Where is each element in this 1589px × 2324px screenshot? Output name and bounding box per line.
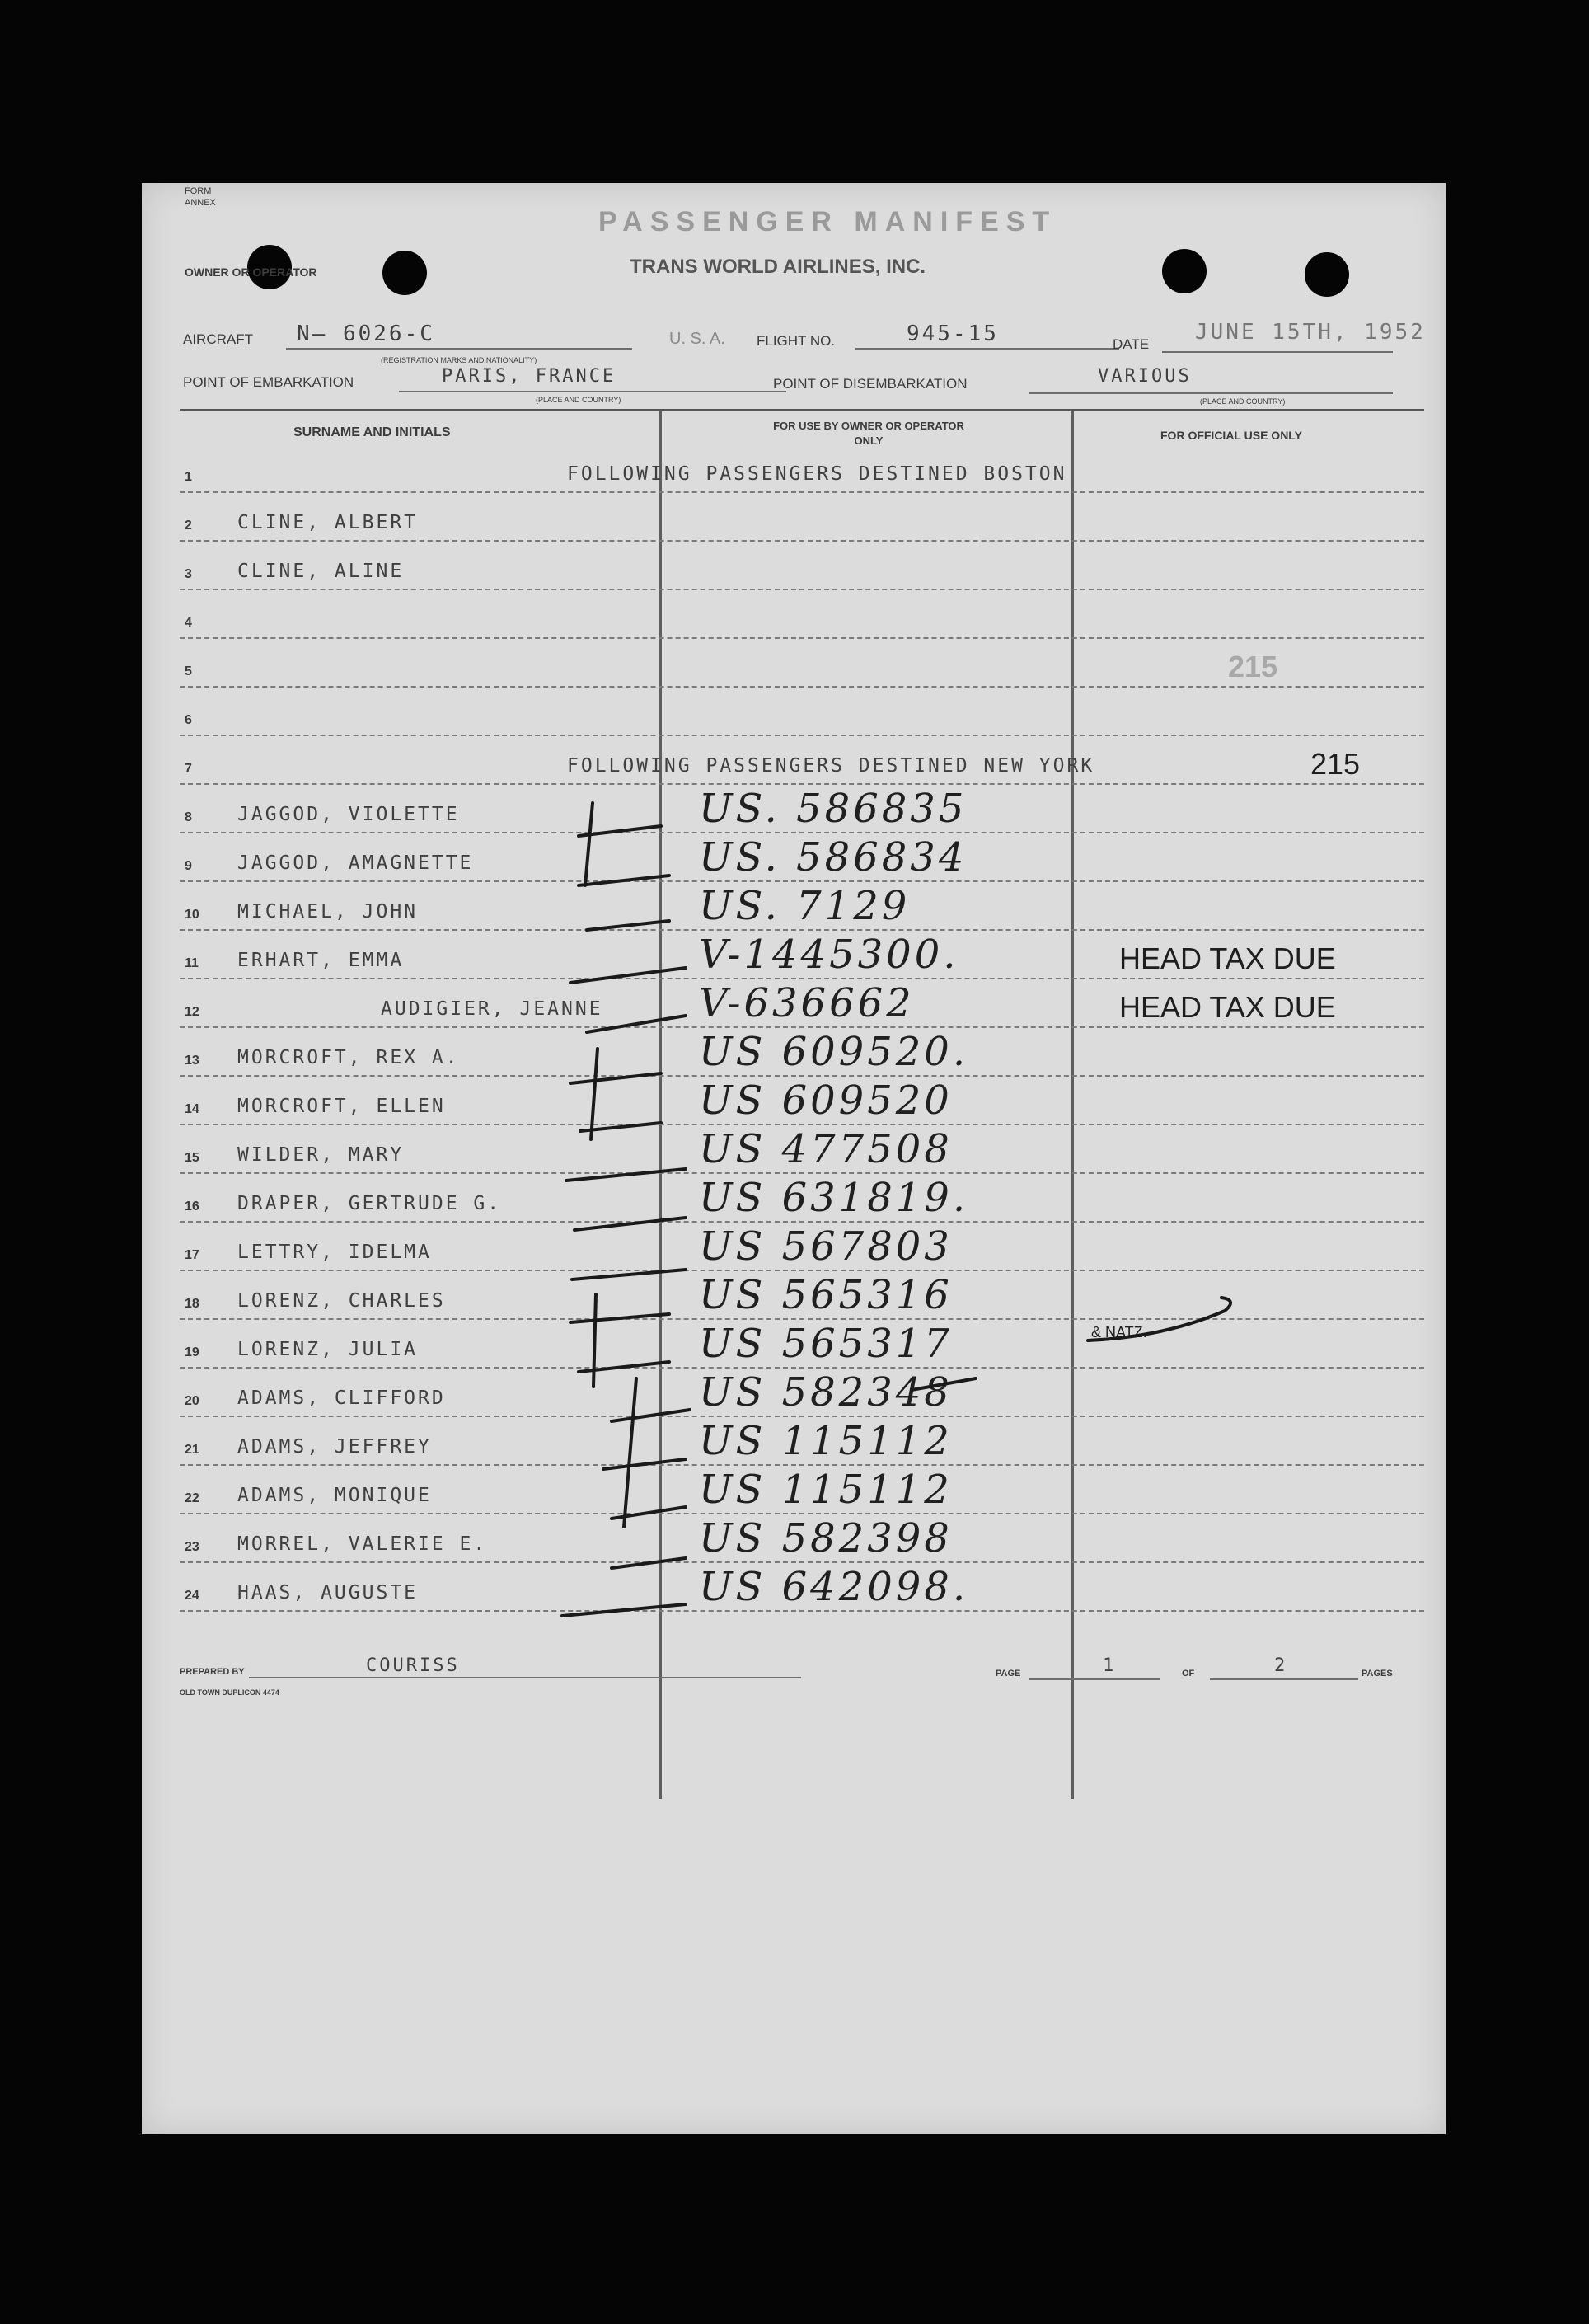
passenger-name: ADAMS, JEFFREY	[237, 1436, 432, 1458]
passenger-name: JAGGOD, AMAGNETTE	[237, 852, 474, 874]
row-number: 12	[185, 1005, 199, 1019]
page-label: PAGE	[996, 1669, 1021, 1678]
form-corner-text: FORM	[185, 186, 212, 196]
of-value: 2	[1274, 1655, 1288, 1676]
manifest-sheet	[142, 183, 1446, 2134]
aircraft-underline	[286, 348, 632, 350]
row-rule	[180, 735, 1424, 736]
row-number: 4	[185, 616, 192, 630]
aircraft-value: N— 6026-C	[297, 322, 435, 346]
row-number: 15	[185, 1151, 199, 1165]
row-rule	[180, 1318, 1424, 1320]
passenger-name: AUDIGIER, JEANNE	[381, 998, 603, 1020]
usa-label: U. S. A.	[669, 330, 725, 348]
disembarkation-underline	[1029, 392, 1393, 394]
manifest-title: PASSENGER MANIFEST	[598, 206, 1057, 237]
official-count: 215	[1228, 650, 1278, 683]
punch-hole	[1162, 249, 1207, 293]
disembarkation-caption: (PLACE AND COUNTRY)	[1200, 397, 1286, 406]
passport-number: US 565316	[699, 1272, 953, 1318]
row-rule	[180, 637, 1424, 639]
aircraft-label: AIRCRAFT	[183, 331, 253, 347]
passenger-name: MORCROFT, ELLEN	[237, 1096, 446, 1117]
row-number: 8	[185, 810, 192, 824]
form-corner-text: ANNEX	[185, 198, 216, 208]
row-number: 9	[185, 859, 192, 873]
passenger-name: DRAPER, GERTRUDE G.	[237, 1193, 502, 1214]
row-number: 3	[185, 567, 192, 581]
official-count: 215	[1310, 747, 1361, 781]
row-number: 22	[185, 1491, 199, 1505]
page-value: 1	[1103, 1655, 1117, 1676]
row-rule	[180, 1610, 1424, 1612]
passenger-name: MORREL, VALERIE E.	[237, 1533, 488, 1555]
page-underline	[1029, 1678, 1160, 1680]
row-number: 1	[185, 470, 192, 484]
punch-hole	[382, 251, 427, 295]
row-rule	[180, 1513, 1424, 1514]
column-divider	[1071, 411, 1074, 1799]
punch-hole	[1305, 252, 1349, 297]
passport-number: US 609520.	[699, 1029, 969, 1075]
registration-caption: (REGISTRATION MARKS AND NATIONALITY)	[381, 356, 537, 364]
embarkation-caption: (PLACE AND COUNTRY)	[536, 396, 621, 404]
row-rule	[180, 1026, 1424, 1028]
printer-imprint: OLD TOWN DUPLICON 4474	[180, 1688, 279, 1697]
row-number: 16	[185, 1200, 199, 1214]
passport-number: US 477508	[699, 1126, 953, 1172]
row-number: 19	[185, 1345, 199, 1359]
passenger-name: WILDER, MARY	[237, 1144, 405, 1166]
row-number: 7	[185, 762, 192, 776]
prepared-by-underline	[249, 1677, 801, 1678]
passenger-name: HAAS, AUGUSTE	[237, 1582, 419, 1603]
passport-number: US 565317	[699, 1321, 953, 1367]
passport-number: V-636662	[699, 980, 915, 1026]
row-rule	[180, 832, 1424, 833]
passenger-name: ERHART, EMMA	[237, 950, 405, 971]
row-number: 23	[185, 1540, 199, 1554]
passport-number: US 582348	[699, 1369, 953, 1416]
date-underline	[1162, 351, 1393, 353]
row-number: 5	[185, 664, 192, 678]
column-divider	[659, 411, 662, 1799]
passenger-name: LETTRY, IDELMA	[237, 1242, 432, 1263]
row-rule	[180, 1561, 1424, 1563]
row-number: 17	[185, 1248, 199, 1262]
row-number: 24	[185, 1589, 199, 1603]
embarkation-label: POINT OF EMBARKATION	[183, 374, 354, 390]
official-remark: HEAD TAX DUE	[1119, 990, 1336, 1024]
passport-number: US 582398	[699, 1515, 953, 1561]
of-underline	[1210, 1678, 1358, 1680]
passport-number: V-1445300.	[699, 932, 959, 978]
disembarkation-label: POINT OF DISEMBARKATION	[773, 376, 968, 392]
date-label: DATE	[1113, 336, 1150, 352]
prepared-by-label: PREPARED BY	[180, 1667, 245, 1677]
row-rule	[180, 540, 1424, 542]
row-number: 11	[185, 956, 199, 970]
column-header-owner-use: FOR USE BY OWNER OR OPERATOR ONLY	[773, 420, 964, 447]
row-rule	[180, 1416, 1424, 1417]
disembarkation-value: VARIOUS	[1098, 366, 1192, 387]
passenger-name: LORENZ, CHARLES	[237, 1290, 446, 1312]
passenger-name: ADAMS, MONIQUE	[237, 1485, 432, 1506]
prepared-by-value: COURISS	[366, 1655, 460, 1676]
row-rule	[180, 783, 1424, 785]
airline-name: TRANS WORLD AIRLINES, INC.	[630, 256, 926, 278]
row-rule	[180, 589, 1424, 590]
flight-no-underline	[855, 348, 1119, 350]
passenger-name: CLINE, ALINE	[237, 561, 405, 582]
row-rule	[180, 1270, 1424, 1271]
passenger-name: MICHAEL, JOHN	[237, 901, 419, 923]
row-number: 14	[185, 1102, 199, 1116]
row-number: 18	[185, 1297, 199, 1311]
official-stamp-note: & NATZ.	[1091, 1324, 1147, 1340]
column-header-official-use: FOR OFFICIAL USE ONLY	[1160, 429, 1302, 442]
passenger-name: MORCROFT, REX A.	[237, 1047, 460, 1068]
passport-number: US 631819.	[699, 1175, 969, 1221]
row-number: 10	[185, 908, 199, 922]
passport-number: US 609520	[699, 1077, 953, 1124]
row-rule	[180, 978, 1424, 979]
passport-number: US 642098.	[699, 1564, 969, 1610]
row-rule	[180, 1124, 1424, 1125]
row-rule	[180, 1464, 1424, 1466]
row-rule	[180, 1172, 1424, 1174]
destination-heading: FOLLOWING PASSENGERS DESTINED NEW YORK	[567, 755, 1095, 777]
passenger-name: CLINE, ALBERT	[237, 512, 419, 533]
pages-label: PAGES	[1362, 1669, 1393, 1678]
row-rule	[180, 1075, 1424, 1077]
passport-number: US. 7129	[699, 883, 911, 929]
row-number: 13	[185, 1054, 199, 1068]
embarkation-underline	[399, 391, 786, 392]
flight-no-value: 945-15	[907, 322, 999, 346]
official-remark: HEAD TAX DUE	[1119, 941, 1336, 975]
row-rule	[180, 929, 1424, 931]
passport-number: US. 586835	[699, 786, 968, 832]
passenger-name: ADAMS, CLIFFORD	[237, 1387, 446, 1409]
row-rule	[180, 880, 1424, 882]
row-number: 2	[185, 519, 192, 533]
row-rule	[180, 1367, 1424, 1369]
passenger-name: JAGGOD, VIOLETTE	[237, 804, 460, 825]
row-number: 21	[185, 1443, 199, 1457]
owner-operator-label: OWNER OR OPERATOR	[185, 265, 317, 279]
passport-number: US 115112	[699, 1467, 953, 1513]
of-label: OF	[1182, 1669, 1195, 1678]
row-number: 6	[185, 713, 192, 727]
flight-no-label: FLIGHT NO.	[757, 333, 836, 349]
passport-number: US. 586834	[699, 834, 968, 880]
column-header-surname: SURNAME AND INITIALS	[293, 425, 451, 439]
passenger-name: LORENZ, JULIA	[237, 1339, 419, 1360]
passport-number: US 567803	[699, 1223, 953, 1270]
row-rule	[180, 686, 1424, 688]
destination-heading: FOLLOWING PASSENGERS DESTINED BOSTON	[567, 463, 1067, 485]
row-rule	[180, 491, 1424, 493]
row-rule	[180, 1221, 1424, 1223]
embarkation-value: PARIS, FRANCE	[442, 366, 616, 387]
table-top-rule	[180, 409, 1424, 411]
passport-number: US 115112	[699, 1418, 953, 1464]
row-number: 20	[185, 1394, 199, 1408]
date-value: JUNE 15TH, 1952	[1195, 320, 1426, 345]
